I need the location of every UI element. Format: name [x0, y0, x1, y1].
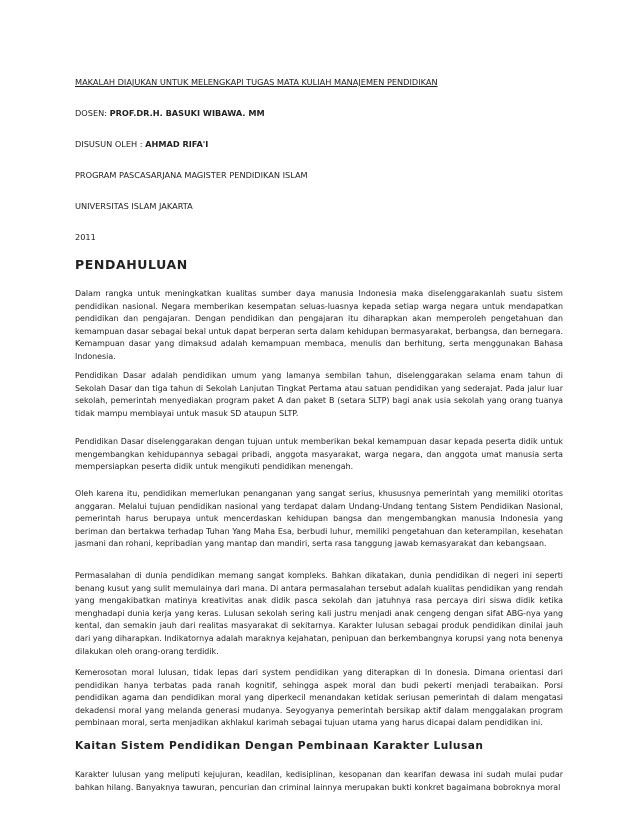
author-label: DISUSUN OLEH :: [75, 139, 143, 149]
lecturer-name: PROF.DR.H. BASUKI WIBAWA. MM: [109, 108, 265, 118]
section-heading-kaitan: Kaitan Sistem Pendidikan Dengan Pembinaan Karakter Lulusan: [75, 740, 484, 752]
paragraph-7: Karakter lulusan yang meliputi kejujuran, keadilan, kedisiplinan, kesopanan dan kearifan dewasa ini sudah mulai pudar bahkan hilang. Banyaknya tawuran, pencurian dan criminal lainnya merupakan bukti konkret bagaimana bobroknya moral: [75, 770, 563, 792]
lecturer-label: DOSEN:: [75, 108, 108, 118]
university-line: UNIVERSITAS ISLAM JAKARTA: [75, 201, 193, 211]
section-heading-pendahuluan: PENDAHULUAN: [75, 257, 188, 272]
author-line: [75, 139, 208, 150]
paper-title-line: MAKALAH DIAJUKAN UNTUK MELENGKAPI TUGAS MATA KULIAH MANAJEMEN PENDIDIKAN: [75, 77, 438, 87]
paragraph-5: Permasalahan di dunia pendidikan memang sangat kompleks. Bahkan dikatakan, dunia pendidikan di negeri ini seperti benang kusut yang sulit memulainya dari mana. Di antara permasalahan tersebut adalah kualitas pendidikan yang rendah yang mengakibatkan matinya kreativitas anak didik pasca sekolah dan jatuhnya rasa percaya diri siswa didik ketika menghadapi dunia kerja yang keras. Lulusan sekolah sering kali justru menjadi anak cengeng dengan sifat ABG-nya yang kental, dan semakin jauh dari realitas masyarakat di sekitarnya. Karakter lulusan sebagai produk pendidikan dinilai jauh dari yang diharapkan. Indikatornya adalah maraknya kejahatan, penipuan dan berkembangnya korupsi yang nota benenya dilakukan oleh orang-orang terdidik.: [75, 571, 563, 656]
paragraph-1: Dalam rangka untuk meningkatkan kualitas sumber daya manusia Indonesia maka diselenggarakanlah suatu sistem pendidikan nasional. Negara memberikan kesempatan seluas-luasnya kepada setiap warga negara untuk mendapatkan pendidikan dan pengajaran. Dengan pendidikan dan pengajaran itu diharapkan akan memperoleh pengetahuan dan kemampuan dasar sebagai bekal untuk dapat berperan serta dalam kehidupan bermasyarakat, berbangsa, dan bernegara. Kemampuan dasar yang dimaksud adalah kemampuan membaca, menulis dan berhitung, serta menggunakan Bahasa Indonesia.: [75, 289, 563, 361]
lecturer-line: [75, 108, 265, 119]
paragraph-3: Pendidikan Dasar diselenggarakan dengan tujuan untuk memberikan bekal kemampuan dasar kepada peserta didik untuk mengembangkan kehidupannya sebagai pribadi, anggota masyarakat, warga negara, dan anggota umat manusia serta mempersiapkan peserta didik untuk mengikuti pendidikan menengah.: [75, 437, 563, 472]
paragraph-6: Kemerosotan moral lulusan, tidak lepas dari system pendidikan yang diterapkan di In donesia. Dimana orientasi dari pendidikan hanya terbatas pada ranah kognitif, sehingga aspek moral dan budi pekerti menjadi terabaikan. Porsi pendidikan agama dan pendidikan moral yang diperkecil menandakan ketidak seriusan pemerintah di dalam mengatasi dekadensi moral yang melanda generasi mudanya. Seyogyanya pemerintah bersikap aktif dalam menggalakan program pembinaan moral, serta menjadikan akhlakul karimah sebagai tujuan utama yang harus dicapai dalam pendidikan ini.: [75, 668, 563, 728]
author-name: AHMAD RIFA'I: [145, 139, 209, 149]
paragraph-4: Oleh karena itu, pendidikan memerlukan penanganan yang sangat serius, khususnya pemerintah yang memiliki otoritas anggaran. Melalui tujuan pendidikan nasional yang terdapat dalam Undang-Undang tentang Sistem Pendidikan Nasional, pemerintah harus berupaya untuk mencerdaskan kehidupan bangsa dan mengembangkan manusia Indonesia yang beriman dan bertakwa terhadap Tuhan Yang Maha Esa, berbudi luhur, memiliki pengetahuan dan keterampilan, kesehatan jasmani dan rohani, kepribadian yang mantap dan mandiri, serta rasa tanggung jawab kemasyarakat dan kebangsaan.: [75, 489, 563, 549]
paragraph-2: Pendidikan Dasar adalah pendidikan umum yang lamanya sembilan tahun, diselenggarakan selama enam tahun di Sekolah Dasar dan tiga tahun di Sekolah Lanjutan Tingkat Pertama atau satuan pendidikan yang sederajat. Pada jalur luar sekolah, pemerintah menyediakan program paket A dan paket B (setara SLTP) bagi anak usia sekolah yang orang tuanya tidak mampu membiayai untuk masuk SD ataupun SLTP.: [75, 371, 563, 418]
program-line: PROGRAM PASCASARJANA MAGISTER PENDIDIKAN ISLAM: [75, 170, 308, 180]
year-line: 2011: [75, 232, 96, 242]
